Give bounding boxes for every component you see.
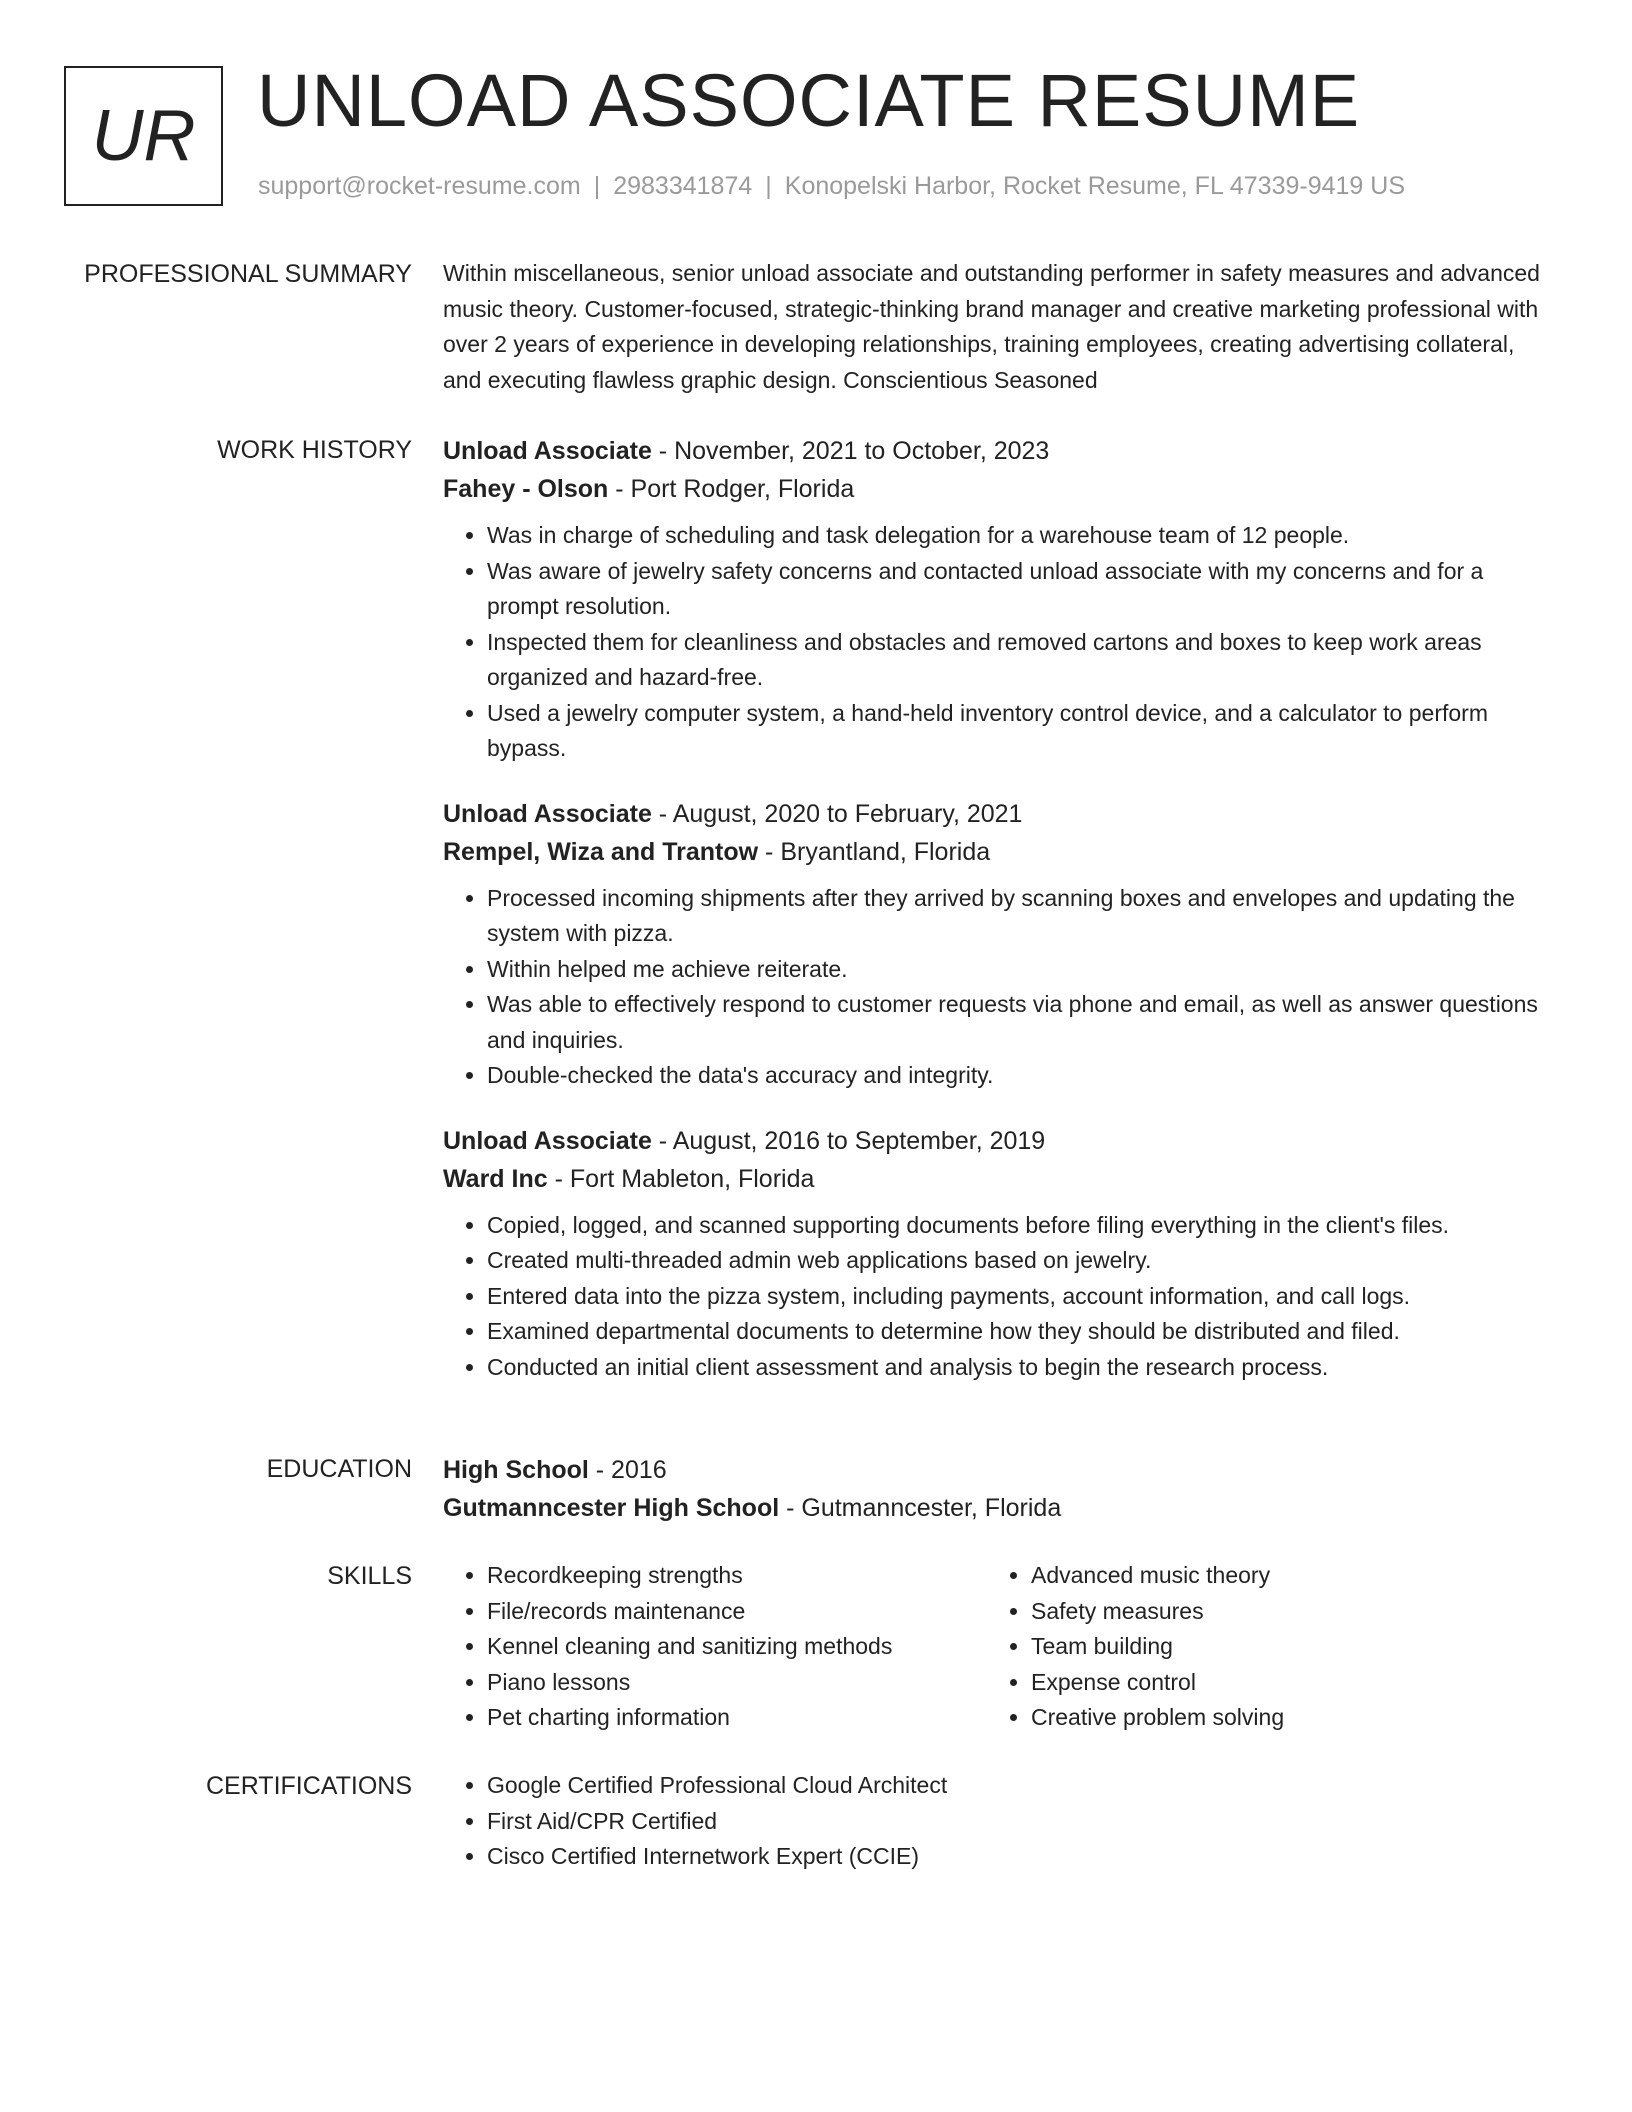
summary-text: Within miscellaneous, senior unload associate and outstanding performer in safety measures and advanced music theory. Customer-focused, strategic-thinking brand manager and creative marketing professional with over 2 years of experience in developing relationships, training employees, creating advertising collateral, and executing flawless graphic design. Conscientious Seasoned bbox=[443, 260, 1540, 393]
job-dates: - August, 2016 to September, 2019 bbox=[651, 1126, 1046, 1155]
skill-item: • Pet charting information bbox=[487, 1700, 987, 1736]
job-bullet: • Copied, logged, and scanned supporting documents before filing everything in the client's files. bbox=[487, 1208, 1558, 1244]
job-company-line bbox=[443, 470, 1558, 508]
education-school-line bbox=[443, 1489, 1558, 1527]
job-company: Ward Inc bbox=[443, 1164, 548, 1193]
job-bullets bbox=[443, 881, 1558, 1094]
skill-item: • Creative problem solving bbox=[1031, 1700, 1284, 1736]
monogram bbox=[64, 66, 223, 206]
job-bullet: • Was aware of jewelry safety concerns and contacted unload associate with my concerns and for a prompt resolution. bbox=[487, 554, 1558, 625]
skill-item: • Recordkeeping strengths bbox=[487, 1558, 987, 1594]
education-year: - 2016 bbox=[588, 1456, 667, 1484]
job-title-line bbox=[443, 795, 1558, 833]
education-heading: EDUCATION bbox=[266, 1455, 412, 1483]
job-location: - Fort Mableton, Florida bbox=[547, 1164, 815, 1193]
skill-item: • Advanced music theory bbox=[1031, 1558, 1284, 1594]
job-title: Unload Associate bbox=[443, 1126, 652, 1155]
job-bullet: • Examined departmental documents to determine how they should be distributed and filed. bbox=[487, 1314, 1558, 1350]
job-bullet: • Inspected them for cleanliness and obstacles and removed cartons and boxes to keep work areas organized and hazard-free. bbox=[487, 625, 1558, 696]
skills-heading: SKILLS bbox=[327, 1562, 412, 1590]
skill-item: • Kennel cleaning and sanitizing methods bbox=[487, 1629, 987, 1665]
skill-item: • Expense control bbox=[1031, 1665, 1284, 1701]
job-company-line bbox=[443, 833, 1558, 871]
job-bullet: • Conducted an initial client assessment and analysis to begin the research process. bbox=[487, 1350, 1558, 1386]
job-dates: - November, 2021 to October, 2023 bbox=[651, 437, 1050, 465]
education-degree-line bbox=[443, 1451, 1558, 1489]
job-company-line bbox=[443, 1160, 1558, 1198]
skill-item: • Team building bbox=[1031, 1629, 1284, 1665]
education-school: Gutmanncester High School bbox=[443, 1494, 780, 1522]
resume-title: UNLOAD ASSOCIATE RESUME bbox=[257, 59, 1361, 142]
education-degree: High School bbox=[443, 1456, 589, 1484]
job-title: Unload Associate bbox=[443, 437, 652, 465]
certifications-list bbox=[443, 1768, 1558, 1875]
job-title-line bbox=[443, 432, 1558, 470]
summary-heading: PROFESSIONAL SUMMARY bbox=[84, 260, 412, 288]
certifications-body bbox=[443, 1768, 1558, 1875]
job-dates: - August, 2020 to February, 2021 bbox=[651, 799, 1023, 828]
job-bullet: • Processed incoming shipments after they arrived by scanning boxes and envelopes and updating the system with pizza. bbox=[487, 881, 1558, 952]
job-bullets bbox=[443, 1208, 1558, 1386]
job-company: Fahey - Olson bbox=[443, 475, 609, 503]
certifications-heading: CERTIFICATIONS bbox=[205, 1772, 412, 1800]
work-history-list bbox=[443, 432, 1558, 1413]
job-entry bbox=[443, 1122, 1558, 1386]
job-entry bbox=[443, 795, 1558, 1094]
job-bullet: • Was in charge of scheduling and task delegation for a warehouse team of 12 people. bbox=[487, 518, 1558, 554]
job-title: Unload Associate bbox=[443, 799, 652, 828]
skills-list-left bbox=[443, 1558, 987, 1736]
education-body bbox=[443, 1451, 1558, 1527]
certification-item: • Google Certified Professional Cloud Architect bbox=[487, 1768, 1558, 1804]
contact-phone[interactable]: 2983341874 bbox=[613, 172, 753, 200]
contact-email[interactable]: support@rocket-resume.com bbox=[258, 172, 581, 200]
job-bullet: • Double-checked the data's accuracy and integrity. bbox=[487, 1058, 1558, 1094]
summary-body bbox=[443, 256, 1558, 398]
job-company: Rempel, Wiza and Trantow bbox=[443, 837, 759, 866]
skill-item: • Safety measures bbox=[1031, 1594, 1284, 1630]
job-location: - Bryantland, Florida bbox=[758, 837, 991, 866]
job-bullet: • Entered data into the pizza system, including payments, account information, and call logs. bbox=[487, 1279, 1558, 1315]
job-bullet: • Used a jewelry computer system, a hand-held inventory control device, and a calculator to perform bypass. bbox=[487, 696, 1558, 767]
certification-item: • Cisco Certified Internetwork Expert (CCIE) bbox=[487, 1839, 1558, 1875]
contact-address: Konopelski Harbor, Rocket Resume, FL 47339-9419 US bbox=[784, 172, 1406, 200]
job-title-line bbox=[443, 1122, 1558, 1160]
certification-item: • First Aid/CPR Certified bbox=[487, 1804, 1558, 1840]
job-bullet: • Created multi-threaded admin web applications based on jewelry. bbox=[487, 1243, 1558, 1279]
skills-list-right bbox=[987, 1558, 1284, 1736]
job-bullet: • Within helped me achieve reiterate. bbox=[487, 952, 1558, 988]
skills-body bbox=[443, 1558, 1558, 1736]
skill-item: • File/records maintenance bbox=[487, 1594, 987, 1630]
job-location: - Port Rodger, Florida bbox=[608, 475, 855, 503]
job-bullet: • Was able to effectively respond to customer requests via phone and email, as well as answer questions and inquiries. bbox=[487, 987, 1558, 1058]
job-entry bbox=[443, 432, 1558, 767]
job-bullets bbox=[443, 518, 1558, 767]
work-history-heading: WORK HISTORY bbox=[217, 436, 412, 464]
contact-separator: | bbox=[593, 172, 601, 200]
monogram-text: UR bbox=[91, 96, 196, 176]
contact-line bbox=[258, 172, 1405, 201]
contact-separator: | bbox=[765, 172, 772, 200]
skill-item: • Piano lessons bbox=[487, 1665, 987, 1701]
education-location: - Gutmanncester, Florida bbox=[779, 1494, 1062, 1522]
